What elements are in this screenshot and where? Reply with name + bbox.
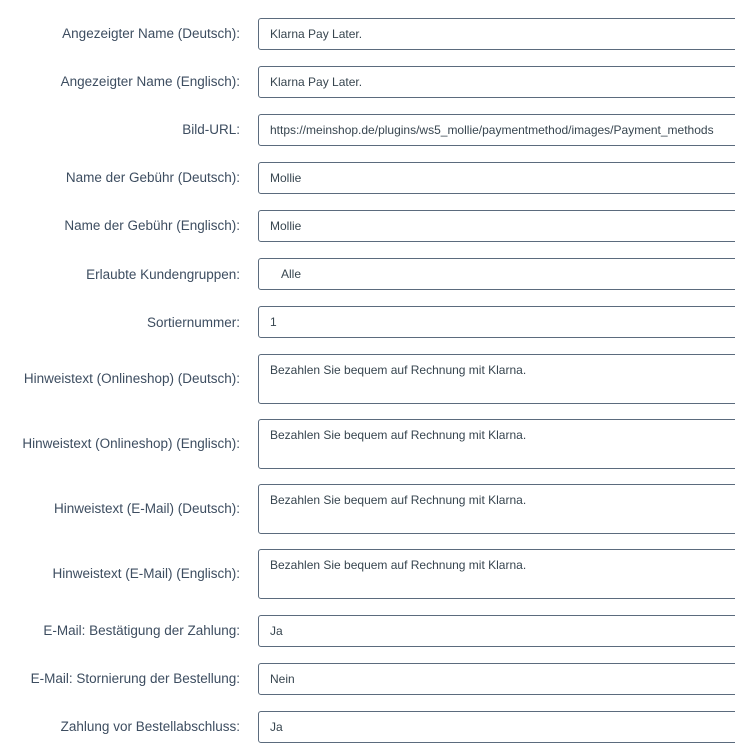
customer-groups-select[interactable]: Alle	[258, 258, 735, 290]
label-payment-before-checkout: Zahlung vor Bestellabschluss:	[60, 719, 240, 734]
label-email-order-cancellation: E-Mail: Stornierung der Bestellung:	[30, 671, 240, 686]
label-hint-email-en: Hinweistext (E-Mail) (Englisch):	[52, 566, 240, 581]
hint-shop-en-textarea[interactable]: Bezahlen Sie bequem auf Rechnung mit Klarna.	[258, 419, 735, 469]
label-hint-shop-en: Hinweistext (Onlineshop) (Englisch):	[22, 436, 240, 451]
label-image-url: Bild-URL:	[182, 122, 240, 137]
display-name-en-input[interactable]: Klarna Pay Later.	[258, 66, 735, 98]
email-payment-confirmation-select[interactable]: Ja	[258, 615, 735, 647]
label-fee-name-en: Name der Gebühr (Englisch):	[64, 218, 240, 233]
label-fee-name-de: Name der Gebühr (Deutsch):	[65, 170, 240, 185]
label-customer-groups: Erlaubte Kundengruppen:	[86, 267, 240, 282]
payment-before-checkout-select[interactable]: Ja	[258, 711, 735, 743]
fee-name-en-input[interactable]: Mollie	[258, 210, 735, 242]
display-name-de-input[interactable]: Klarna Pay Later.	[258, 18, 735, 50]
label-email-payment-confirmation: E-Mail: Bestätigung der Zahlung:	[43, 623, 240, 638]
hint-email-en-textarea[interactable]: Bezahlen Sie bequem auf Rechnung mit Klarna.	[258, 549, 735, 599]
email-order-cancellation-select[interactable]: Nein	[258, 663, 735, 695]
label-hint-shop-de: Hinweistext (Onlineshop) (Deutsch):	[23, 371, 240, 386]
hint-shop-de-textarea[interactable]: Bezahlen Sie bequem auf Rechnung mit Klarna.	[258, 354, 735, 404]
label-display-name-en: Angezeigter Name (Englisch):	[60, 74, 240, 89]
label-hint-email-de: Hinweistext (E-Mail) (Deutsch):	[53, 501, 240, 516]
fee-name-de-input[interactable]: Mollie	[258, 162, 735, 194]
label-sort-number: Sortiernummer:	[146, 315, 240, 330]
hint-email-de-textarea[interactable]: Bezahlen Sie bequem auf Rechnung mit Klarna.	[258, 484, 735, 534]
label-display-name-de: Angezeigter Name (Deutsch):	[62, 26, 240, 41]
image-url-input[interactable]: https://meinshop.de/plugins/ws5_mollie/paymentmethod/images/Payment_methods	[258, 114, 735, 146]
sort-number-input[interactable]: 1	[258, 306, 735, 338]
